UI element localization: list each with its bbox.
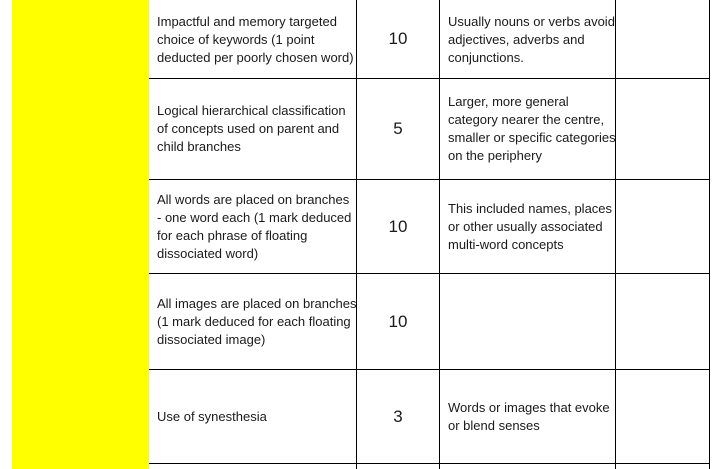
points-cell: 10 [388,29,408,48]
criterion-cell: All images are placed on branches (1 mark deduced for each floating dissociated image) [157,295,357,347]
column-divider [709,0,710,469]
points-cell: 3 [393,406,403,426]
criterion-cell: Use of synesthesia [157,408,267,424]
points-cell: 5 [393,119,403,138]
criterion-cell: Impactful and memory targeted choice of keywords (1 point deducted per poorly chosen word) [157,14,354,65]
row-divider [149,463,710,464]
criterion-cell: All words are placed on branches - one word each (1 mark deduced for each phrase of floating dissociated word) [157,191,352,261]
rubric-table [149,0,710,469]
column-divider [439,0,440,469]
notes-cell [448,274,618,369]
criterion-cell: Logical hierarchical classification of concepts used on parent and child branches [157,103,346,154]
notes-cell: This included names, places or other usually associated multi-word concepts [448,200,613,252]
notes-cell: Words or images that evoke or blend senses [448,399,610,433]
points-cell: 10 [388,216,408,236]
notes-cell: Usually nouns or verbs avoid adjectives, adverbs and conjunctions. [448,14,615,65]
notes-cell: Larger, more general category nearer the centre, smaller or specific categories on the periphery [448,94,616,163]
points-cell: 10 [388,311,408,331]
highlighted-column [12,0,149,469]
